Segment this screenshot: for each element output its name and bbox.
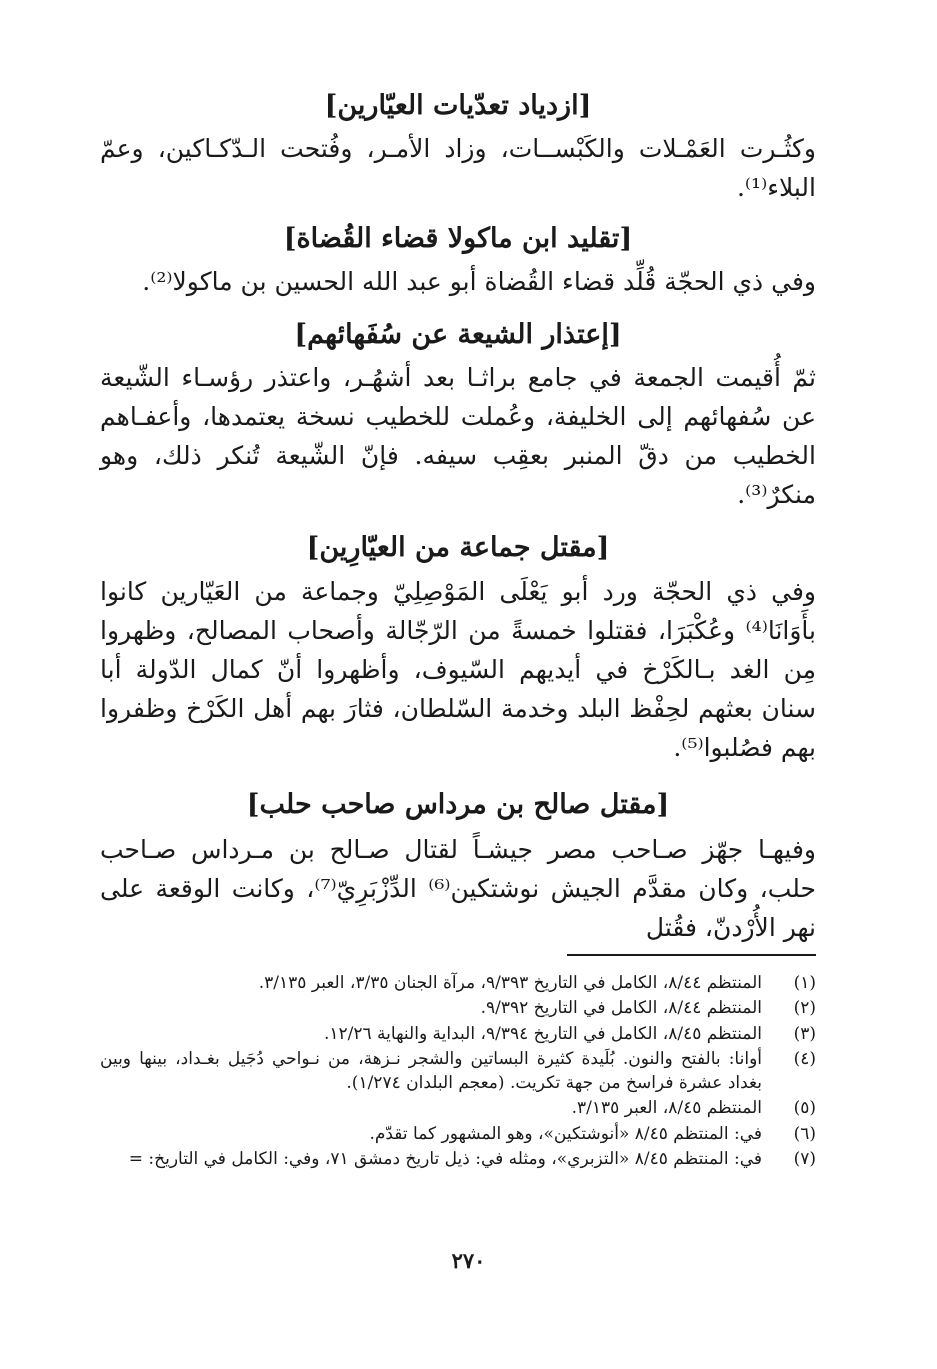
footnote-number: (٦): [793, 1123, 816, 1144]
footnote-text: المنتظم ٨/٤٤، الكامل في التاريخ ٩/٣٩٢.: [480, 998, 762, 1019]
footnote-number: (٣): [793, 1023, 816, 1044]
footnote-text: المنتظم ٨/٤٥، الكامل في التاريخ ٩/٣٩٤، البداية والنهاية ١٢/٢٦.: [323, 1023, 762, 1044]
footnote: [100, 1023, 816, 1046]
footnote-text: أوانا: بالفتح والنون. بُلَيدة كثيرة البساتين والشجر نـزهة، من نـواحي دُجَيل بغـداد، بينها وبين بغداد عشرة فراسخ من جهة تكريت. (معجم البلدان ١/٢٧٤).: [100, 1049, 762, 1093]
footnote-number: (٤): [793, 1049, 816, 1070]
section-paragraph: وفي ذي الحجّة ورد أبو يَعْلَى المَوْصِلِيّ وجماعة من العَيّارين كانوا بأَوَانَا⁽⁴⁾ وعُكْبَرَا، فقتلوا خمسةً من الرّجّالة وأصحاب المصالح، وظهروا مِن الغد بـالكَرْخ في أيديهم السّيوف، وأظهروا أنّ كمال الدّولة أبا سنان بعثهم لحِفْظ البلد وخدمة السّلطان، فثارَ بهم أهل الكَرْخ وظفروا بهم فصُلبوا⁽⁵⁾.: [100, 576, 816, 762]
section-paragraph: وفي ذي الحجّة قُلِّد قضاء القُضاة أبو عبد الله الحسين بن ماكولا⁽²⁾.: [142, 267, 816, 297]
footnote-text: في: المنتظم ٨/٤٥ «أنوشتكين»، وهو المشهور كما تقدّم.: [369, 1123, 762, 1144]
footnote-separator: [567, 954, 816, 956]
footnote-number: (١): [793, 973, 816, 993]
footnote: [100, 972, 816, 995]
footnote-text: المنتظم ٨/٤٤، الكامل في التاريخ ٩/٣٩٣، مرآة الجنان ٣/٣٥، العبر ٣/١٣٥.: [258, 973, 762, 993]
footnote-number: (٧): [793, 1149, 816, 1170]
page-number: ٢٧٠: [451, 1248, 486, 1273]
footnotes: [100, 972, 816, 1174]
section-paragraph: وكثُـرت العَمْـلات والكَبْســات، وزاد الأمـر، وفُتحت الـدّكـاكين، وعمّ البلاء⁽¹⁾.: [100, 134, 816, 203]
section-heading: [مقتل جماعة من العيّارِين]: [306, 532, 610, 564]
section-heading: [ازدياد تعدّيات العيّارين]: [324, 90, 592, 121]
section-paragraph: ثمّ أُقيمت الجمعة في جامع براثـا بعد أشهُـر، واعتذر رؤسـاء الشّيعة عن سُفهائهم إلى الخليفة، وعُملت للخطيب نسخة يعتمدها، وأعفـاهم الخطيب من دقّ المنبر بعقِب سيفه. فإنّ الشّيعة تُنكر ذلك، وهو منكرٌ⁽³⁾.: [100, 363, 816, 510]
section-heading: [إعتذار الشيعة عن سُفَهائهم]: [294, 319, 622, 351]
footnote: [100, 1048, 816, 1095]
footnote: [100, 997, 816, 1020]
section-heading: [مقتل صالح بن مرداس صاحب حلب]: [246, 788, 670, 820]
section-paragraph: وفيهـا جهّز صـاحب مصر جيشـاً لقتال صـالح بن مـرداس صـاحب حلب، وكان مقدَّم الجيش نوشتكين⁽⁶⁾ الدِّزْبَرِيّ⁽⁷⁾، وكانت الوقعة على نهر الأُرْدنّ، فقُتل: [100, 834, 817, 942]
footnote-text: المنتظم ٨/٤٥، العبر ٣/١٣٥.: [571, 1098, 762, 1119]
footnote-number: (٥): [793, 1098, 816, 1119]
footnote: [100, 1097, 816, 1120]
footnote: [100, 1148, 816, 1171]
footnote-number: (٢): [793, 998, 816, 1019]
footnote: [100, 1123, 816, 1146]
section-heading: [تقليد ابن ماكولا قضاء القُضاة]: [283, 223, 633, 255]
main-text: [100, 86, 816, 947]
footnote-text: في: المنتظم ٨/٤٥ «التزبري»، ومثله في: ذيل تاريخ دمشق ٧١، وفي: الكامل في التاريخ: =: [128, 1149, 762, 1170]
